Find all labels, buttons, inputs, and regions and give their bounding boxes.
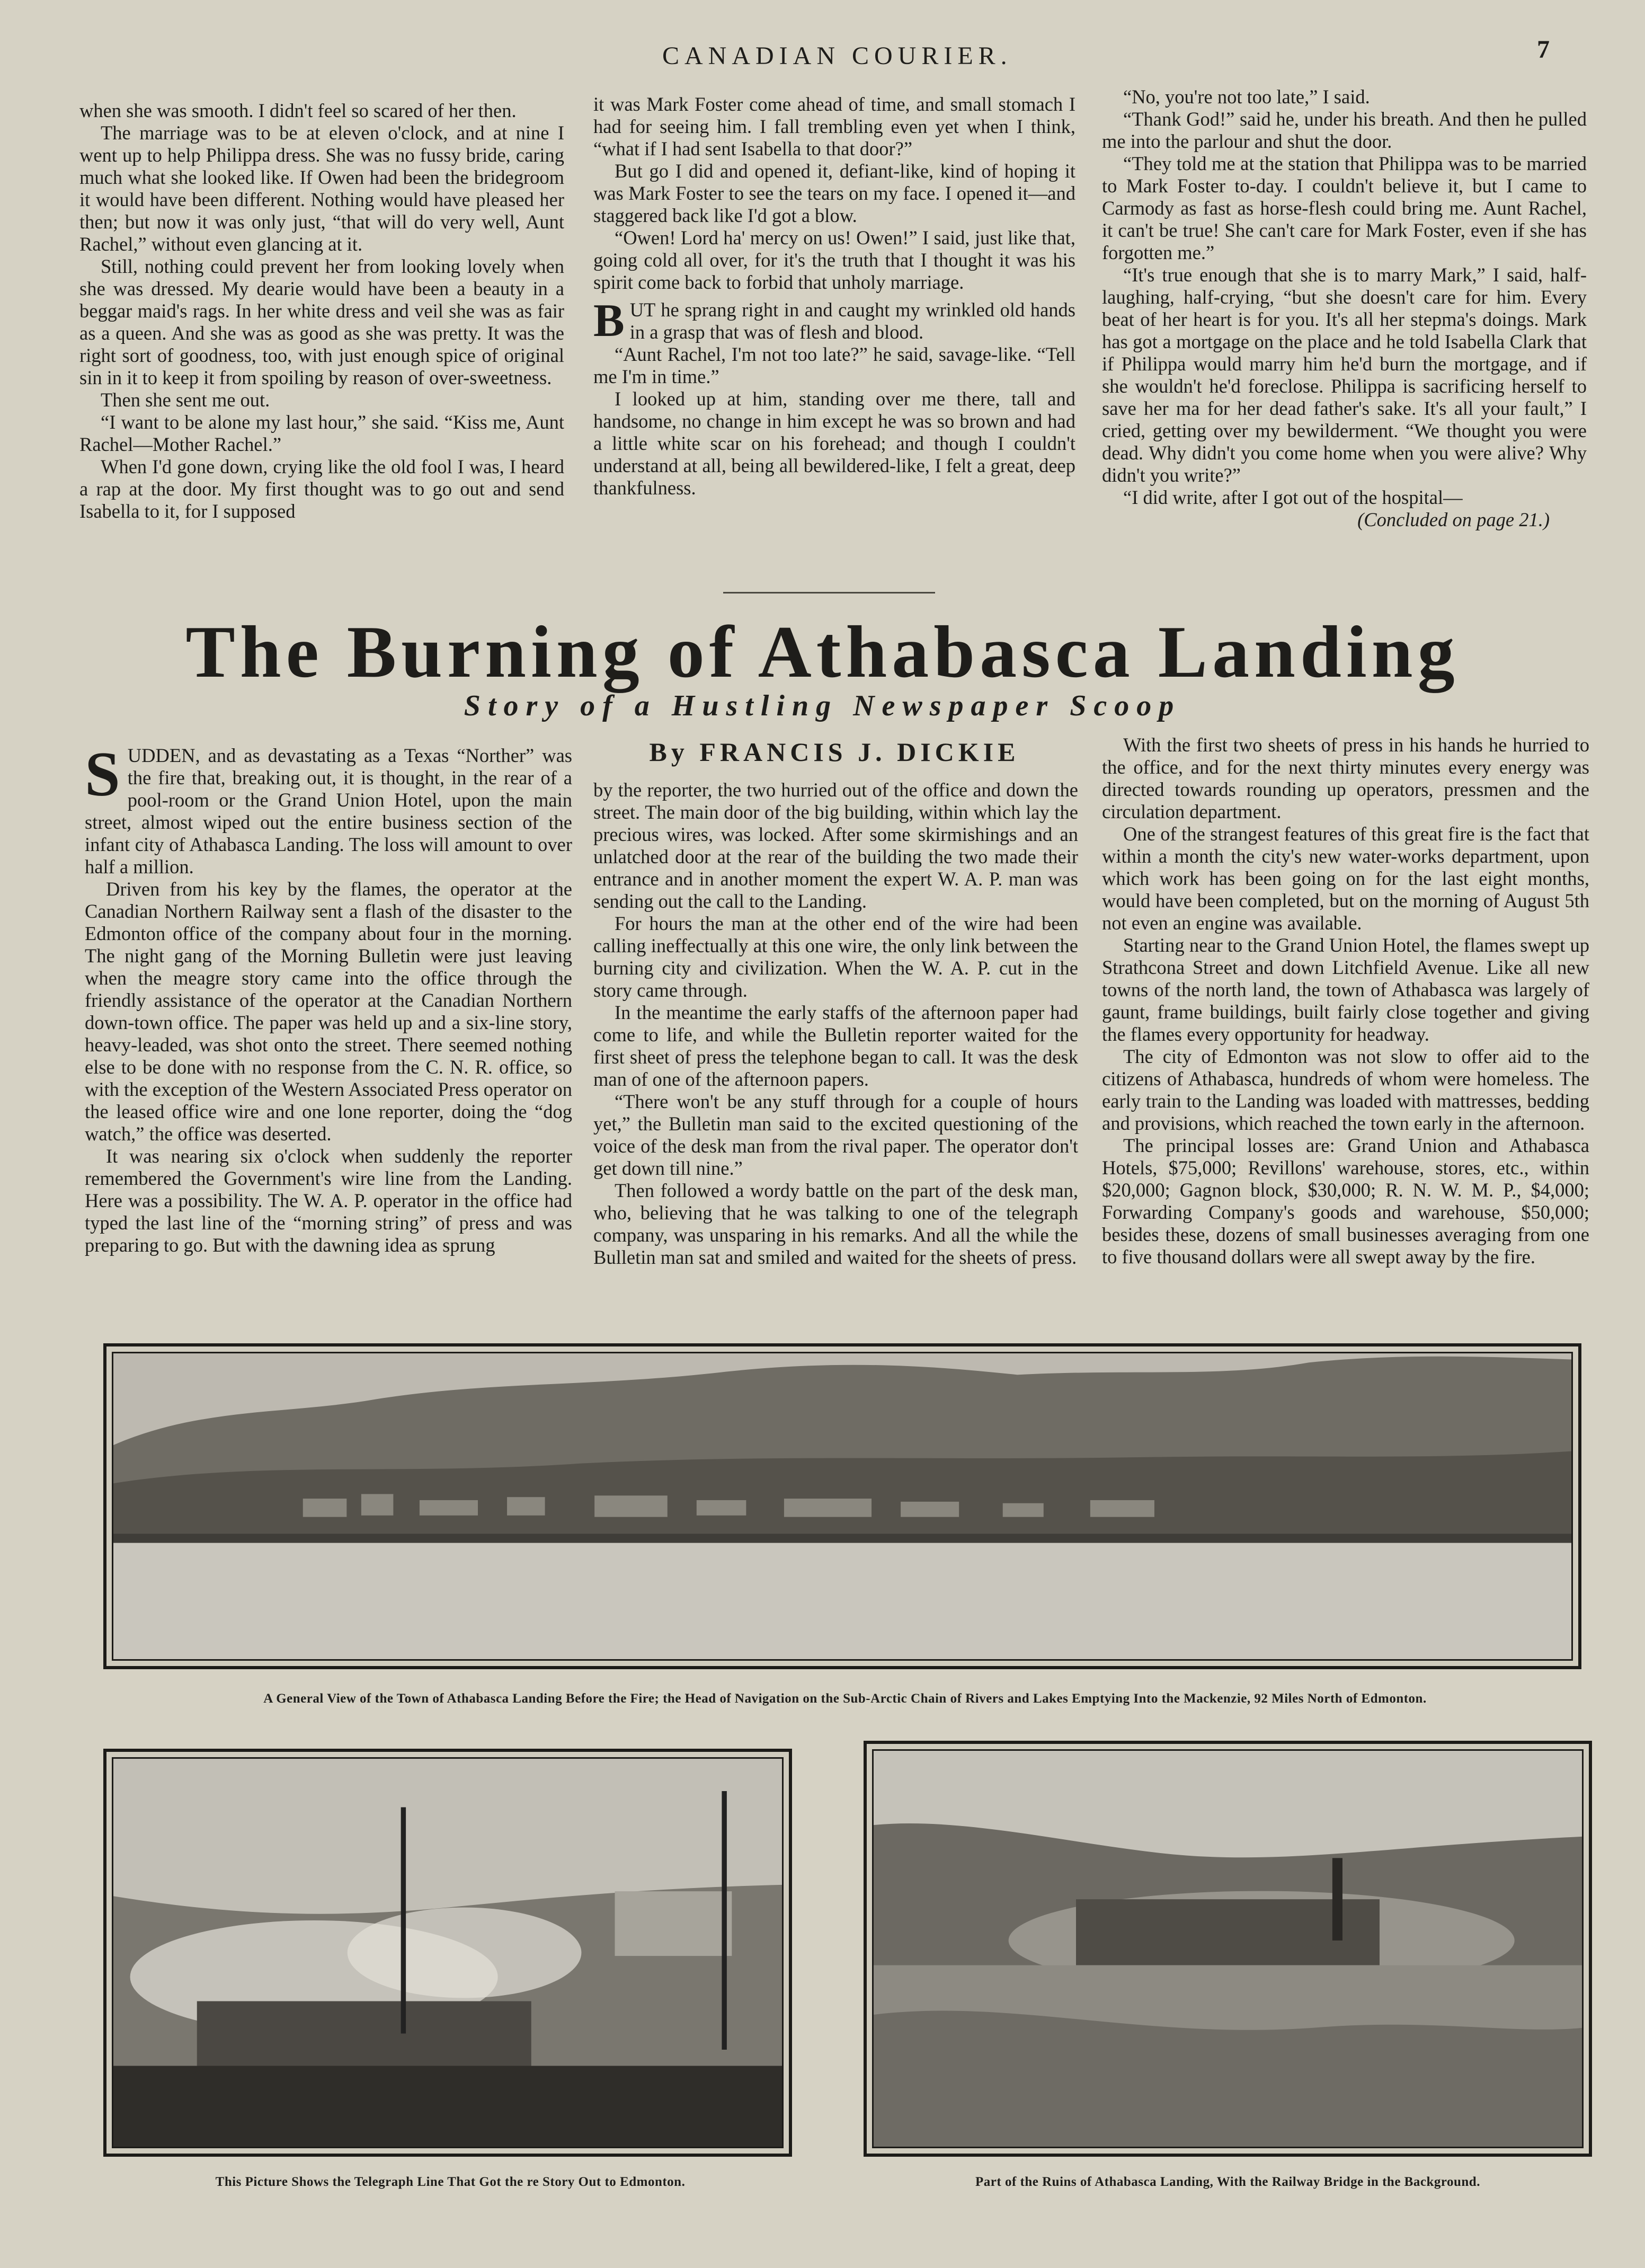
paragraph: But go I did and opened it, defiant-like, kind of hoping it was Mark Foster to see the tears on my face. I opened it—and staggered back like I'd got a blow. <box>593 160 1075 226</box>
photo-caption-ruins: Part of the Ruins of Athabasca Landing, With the Railway Bridge in the Background. <box>975 2175 1480 2189</box>
article-byline: By FRANCIS J. DICKIE <box>649 737 1020 767</box>
running-head <box>0 36 1645 73</box>
paragraph: The principal losses are: Grand Union and Athabasca Hotels, $75,000; Revillons' warehouse, stores, etc., within $20,000; Gagnon block, $30,000; R. N. W. M. P., $4,000; Forwarding Company's goods and warehouse, $50,000; besides these, dozens of small businesses averaging from one to five thousand dollars were all swept away by the fire. <box>1102 1135 1589 1268</box>
telegraph-illustration <box>113 1759 782 2147</box>
paragraph: it was Mark Foster come ahead of time, and small stomach I had for seeing him. I fall trembling even yet when I think, “what if I had sent Isabella to that door?” <box>593 93 1075 160</box>
paragraph: The marriage was to be at eleven o'clock, and at nine I went up to help Philippa dress. She was no fussy bride, caring much what she looked like. If Owen had been the bridegroom it would have been different. Nothing would have pleased her then; but now it was only just, “that will do very well, Aunt Rachel,” without even glancing at it. <box>79 122 564 255</box>
paragraph: “They told me at the station that Philippa was to be married to Mark Foster to-day. I couldn't believe it, but I came to Carmody as fast as horse-flesh could bring me. Aunt Rachel, it can't be true! She can't care for Mark Foster, even if she has forgotten me.” <box>1102 153 1587 263</box>
paragraph: When I'd gone down, crying like the old fool I was, I heard a rap at the door. My first thought was to go out and send Isabella to it, for I supposed <box>79 456 564 522</box>
panorama-illustration <box>113 1353 1571 1659</box>
paragraph: One of the strangest features of this great fire is the fact that within a month the city's new water-works department, upon which work has been going on for the last eight months, would have been completed, but on the morning of August 5th not even an engine was available. <box>1102 823 1589 934</box>
article-subhead: Story of a Hustling Newspaper Scoop <box>464 689 1181 722</box>
paragraph: I looked up at him, standing over me there, tall and handsome, no change in him except he was so brown and had a little white scar on his forehead; and though I couldn't understand at all, being all bewildered-like, I felt a great, deep thankfulness. <box>593 388 1075 499</box>
photo-panorama-town <box>103 1343 1581 1669</box>
article-column-3 <box>1102 734 1589 1322</box>
drop-cap: B <box>593 295 625 347</box>
article-column-2 <box>593 779 1078 1325</box>
photo-ruins-image <box>872 1749 1584 2148</box>
paragraph: “No, you're not too late,” I said. <box>1123 86 1370 108</box>
paragraph: Driven from his key by the flames, the operator at the Canadian Northern Railway sent a flash of the disaster to the Edmonton office of the company about four in the morning. The night gang of the Morning Bulletin were just leaving when the meagre story came into the office through the friendly assistance of the operator at the Canadian Northern down-town office. The paper was held up and a six-line story, heavy-leaded, was shot onto the street. There seemed nothing else to be done with no response from the C. N. R. office, so with the exception of the Western Associated Press operator on the leased office wire and one lone reporter, doing the “dog watch,” the office was deserted. <box>85 878 572 1145</box>
ruins-illustration <box>874 1751 1582 2147</box>
drop-cap: S <box>85 739 120 809</box>
paragraph: “It's true enough that she is to marry Mark,” I said, half-laughing, half-crying, “but she doesn't care for him. Every beat of her heart is for you. It's all her stepma's doings. Mark has got a mortgage on the place and he told Isabella Clark that if Philippa would marry him he'd burn the mortgage, and if she wouldn't he'd foreclose. Philippa is sacrificing herself to save her ma for her dead father's sake. It's all your fault,” I cried, getting over my bewilderment. “We thought you were dead. Why didn't you come home when you were alive? Why didn't you write?” <box>1102 264 1587 486</box>
paragraph: It was nearing six o'clock when suddenly the reporter remembered the Government's wire line from the Landing. Here was a possibility. The W. A. P. operator in the office had typed the last line of the “morning string” of press and was preparing to go. But with the dawning idea as sprung <box>85 1145 572 1256</box>
paragraph: For hours the man at the other end of the wire had been calling ineffectually at this one wire, the only link between the burning city and civilization. When the W. A. P. cut in the story came through. <box>593 912 1078 1001</box>
paragraph: Still, nothing could prevent her from looking lovely when she was dressed. My dearie would have been a beauty in a beggar maid's rags. In her white dress and veil she was as fair as a queen. And she was as good as she was pretty. It was the right sort of goodness, too, with just enough spice of original sin in it to keep it from spoiling by reason of over-sweetness. <box>79 255 564 388</box>
paragraph: by the reporter, the two hurried out of the office and down the street. The main door of the big building, within which lay the precious wires, was locked. After some skirmishings and an unlatched door at the rear of the building the two made their entrance and in another moment the expert W. A. P. man was sending out the call to the Landing. <box>593 779 1078 912</box>
photo-telegraph-image <box>112 1757 784 2148</box>
paragraph: “I did write, after I got out of the hospital— <box>1123 486 1463 508</box>
page-number: 7 <box>1537 36 1550 64</box>
section-divider <box>723 592 935 593</box>
photo-caption-telegraph: This Picture Shows the Telegraph Line That Got the re Story Out to Edmonton. <box>215 2175 686 2189</box>
paragraph: Then she sent me out. <box>101 389 270 411</box>
photo-ruins <box>864 1741 1592 2157</box>
paragraph: The city of Edmonton was not slow to offer aid to the citizens of Athabasca, hundreds of whom were homeless. The early train to the Landing was loaded with mattresses, bedding and provisions, which reached the town early in the afternoon. <box>1102 1046 1589 1134</box>
continued-story-column-1 <box>79 100 564 577</box>
paragraph: BUT he sprang right in and caught my wrinkled old hands in a grasp that was of flesh and blood. <box>593 295 1075 347</box>
article-column-1 <box>85 739 572 1322</box>
paragraph: SUDDEN, and as devastating as a Texas “Norther” was the fire that, breaking out, it is thought, in the rear of a pool-room or the Grand Union Hotel, upon the main street, almost wiped out the entire business section of the infant city of Athabasca Landing. The loss will amount to over half a million. <box>85 739 572 878</box>
article-headline: The Burning of Athabasca Landing <box>185 611 1460 693</box>
paragraph: “Thank God!” said he, under his breath. And then he pulled me into the parlour and shut the door. <box>1102 108 1587 152</box>
paragraph: “There won't be any stuff through for a couple of hours yet,” the Bulletin man said to the excited questioning of the voice of the desk man from the rival paper. The operator don't get down till nine.” <box>593 1091 1078 1179</box>
continued-story-column-3 <box>1102 86 1587 573</box>
paragraph: “Owen! Lord ha' mercy on us! Owen!” I said, just like that, going cold all over, for it's the truth that I thought it was his spirit come back to forbid that unholy marriage. <box>593 227 1075 293</box>
continuation-note: (Concluded on page 21.) <box>1357 509 1550 530</box>
continued-story-column-2 <box>593 93 1075 577</box>
paragraph: With the first two sheets of press in his hands he hurried to the office, and for the next thirty minutes every energy was directed towards rounding up operators, pressmen and the circulation department. <box>1102 734 1589 822</box>
publication-title: CANADIAN COURIER. <box>662 42 1012 70</box>
paragraph: Starting near to the Grand Union Hotel, the flames swept up Strathcona Street and down Litchfield Avenue. Like all new towns of the north land, the town of Athabasca was largely of gaunt, frame buildings, built fairly close together and giving the flames every opportunity for headway. <box>1102 934 1589 1045</box>
paragraph: Then followed a wordy battle on the part of the desk man, who, believing that he was talking to one of the telegraph company, was unsparing in his remarks. And all the while the Bulletin man sat and smiled and waited for the sheets of press. <box>593 1180 1078 1268</box>
paragraph: In the meantime the early staffs of the afternoon paper had come to life, and while the Bulletin reporter waited for the first sheet of press the telephone began to call. It was the desk man of one of the afternoon papers. <box>593 1002 1078 1090</box>
paragraph: when she was smooth. I didn't feel so scared of her then. <box>79 100 517 121</box>
photo-telegraph-line <box>103 1749 792 2157</box>
photo-caption-panorama: A General View of the Town of Athabasca Landing Before the Fire; the Head of Navigation on the Sub-Arctic Chain of Rivers and Lakes Emptying Into the Mackenzie, 92 Miles North of Edmonton. <box>263 1691 1427 1706</box>
paragraph: “I want to be alone my last hour,” she said. “Kiss me, Aunt Rachel—Mother Rachel.” <box>79 411 564 455</box>
photo-panorama-image <box>112 1352 1573 1661</box>
paragraph: “Aunt Rachel, I'm not too late?” he said, savage-like. “Tell me I'm in time.” <box>593 343 1075 387</box>
